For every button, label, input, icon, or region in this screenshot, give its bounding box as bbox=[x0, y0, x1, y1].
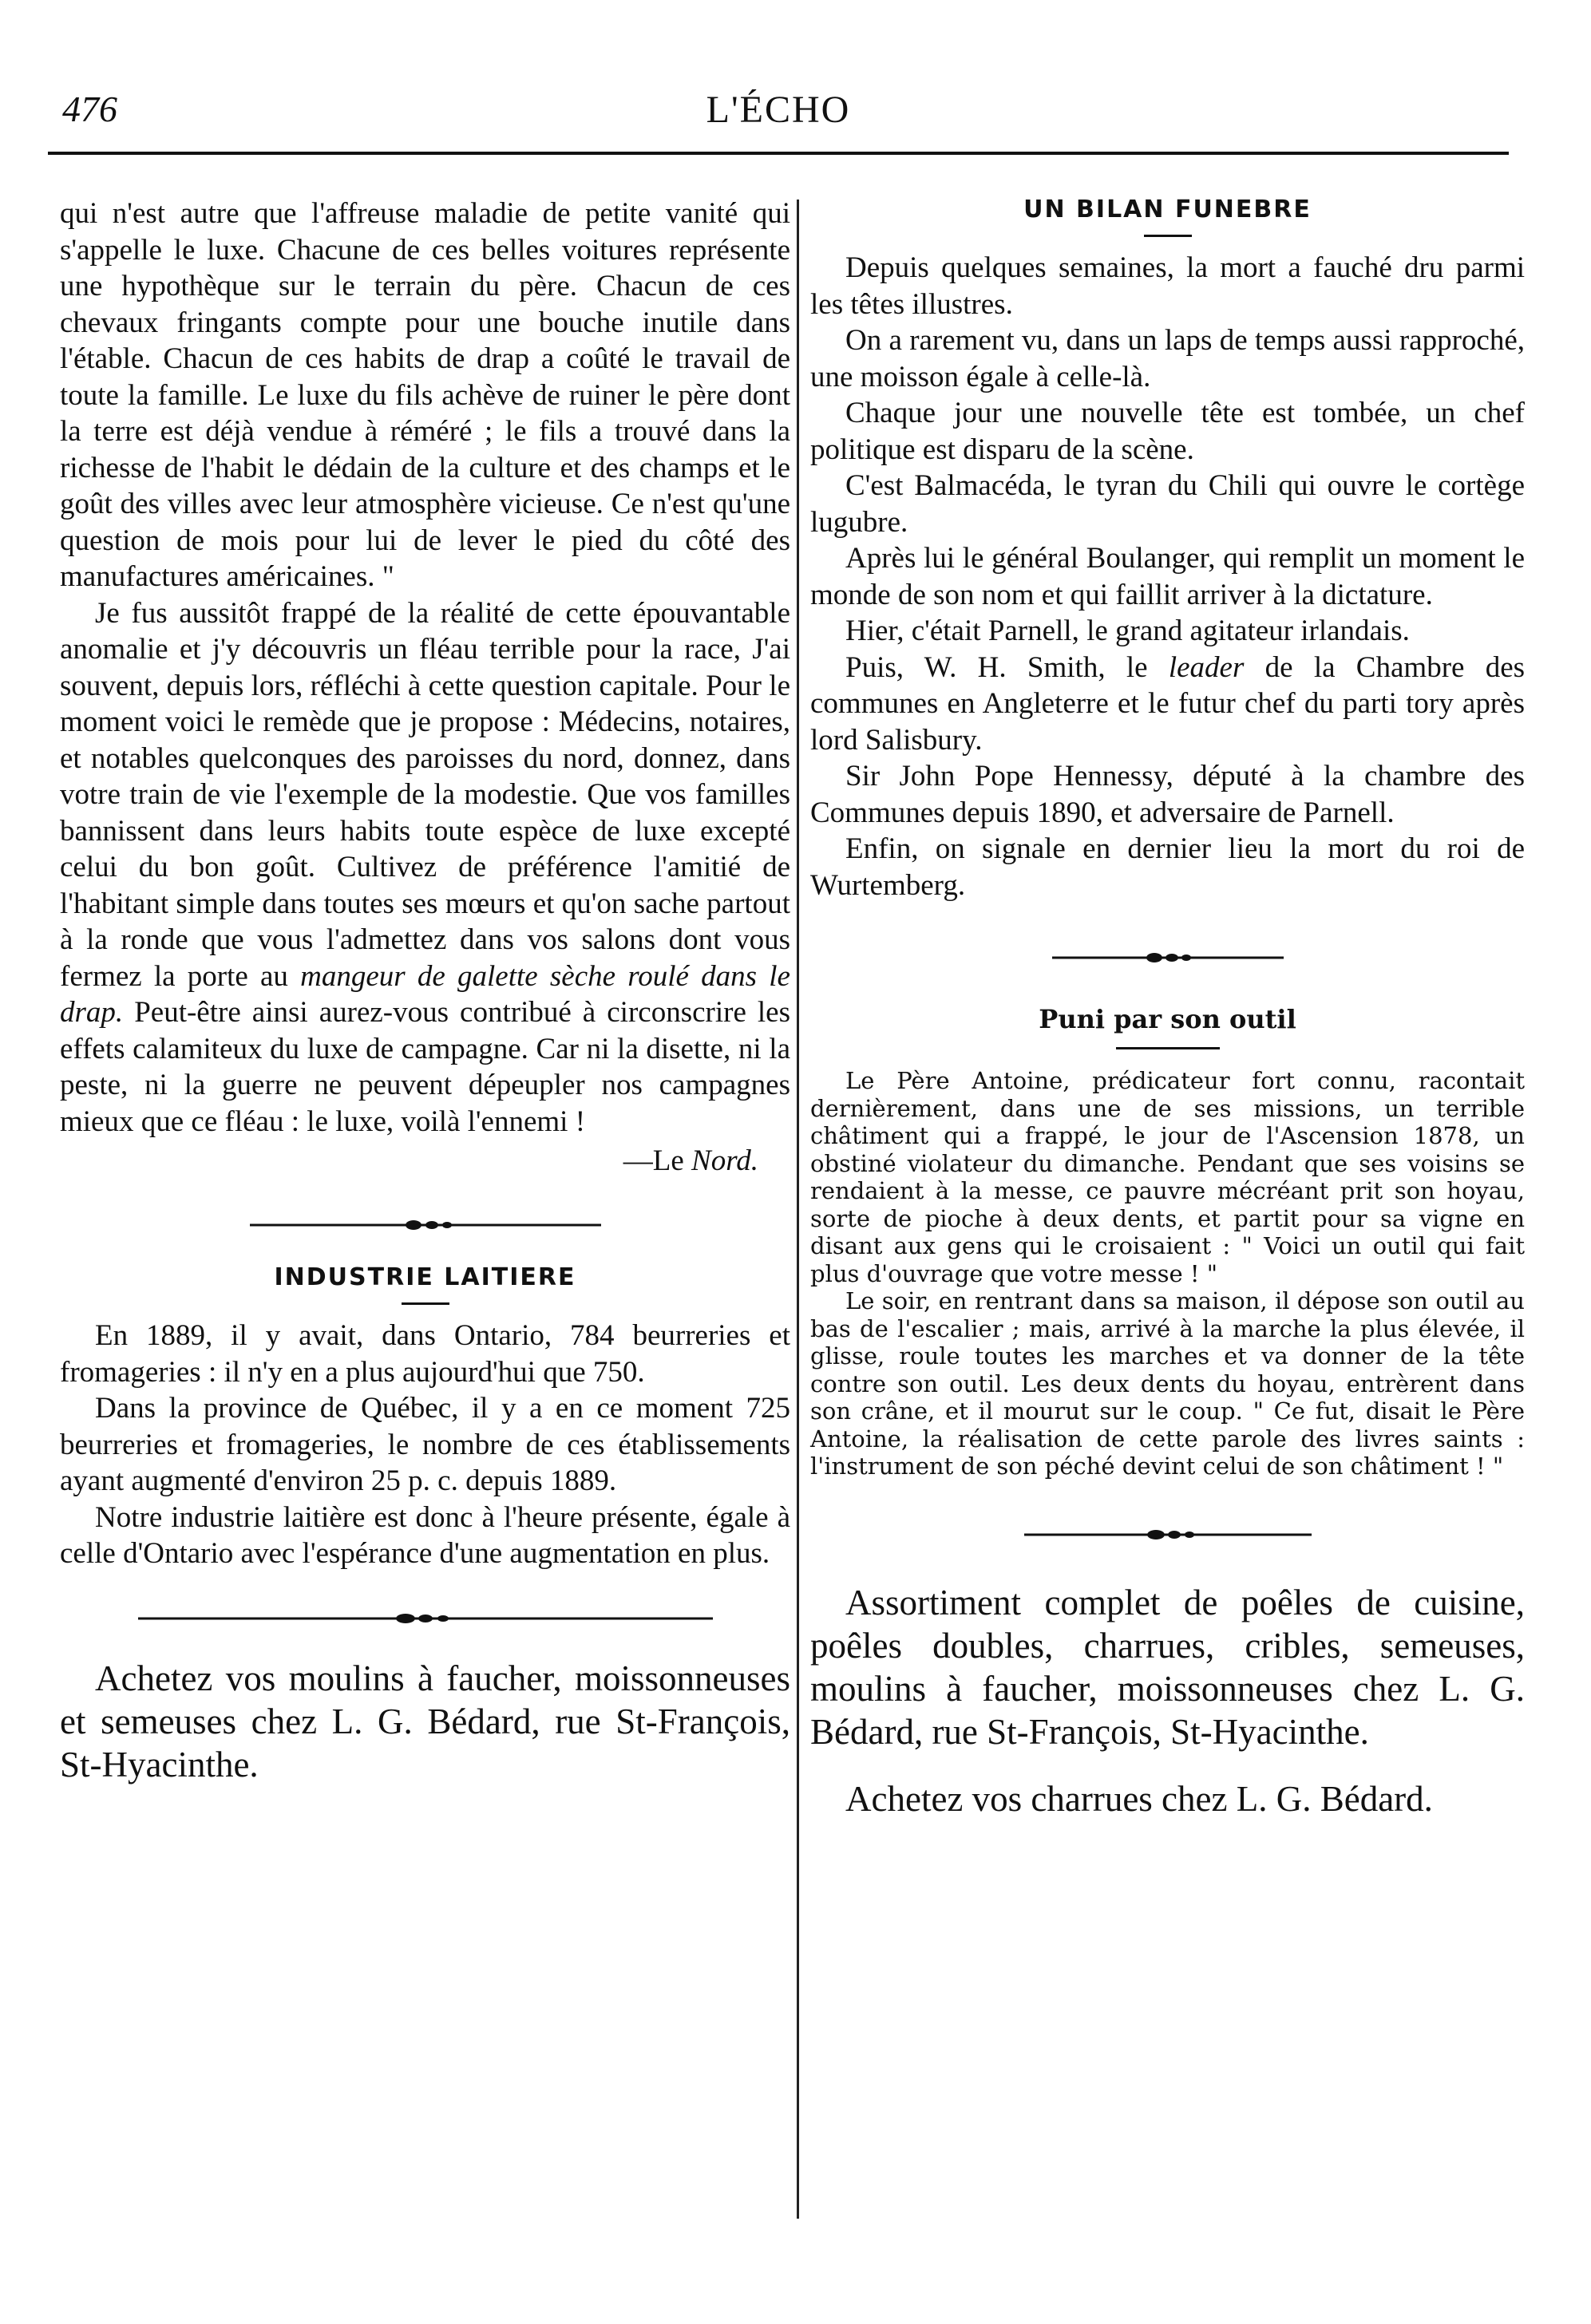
bilan-paragraph: Puis, W. H. Smith, le leader de la Chambre des communes en Angleterre et le futur chef du parti tory après lord Salisbury. bbox=[810, 650, 1526, 757]
industrie-paragraph: Notre industrie laitière est donc à l'heure présente, égale à celle d'Ontario avec l'espérance d'une augmentation en plus. bbox=[60, 1500, 790, 1570]
page-header bbox=[48, 88, 1509, 136]
page-number: 476 bbox=[62, 89, 117, 129]
left-column bbox=[60, 196, 790, 1786]
advertisement: Assortiment complet de poêles de cuisine, poêles doubles, charrues, cribles, semeuses, moulins à faucher, moissonneuses chez L. G. Bédard, rue St-François, St-Hyacinthe. bbox=[810, 1582, 1525, 1752]
ornament-divider bbox=[1024, 1528, 1312, 1541]
title-rule bbox=[1144, 235, 1192, 237]
bilan-paragraph: On a rarement vu, dans un laps de temps aussi rapproché, une moisson égale à celle-là. bbox=[810, 324, 1525, 393]
industrie-paragraph: En 1889, il y avait, dans Ontario, 784 beurreries et fromageries : il n'y en a plus aujourd'hui que 750. bbox=[60, 1319, 790, 1389]
bilan-paragraph: Chaque jour une nouvelle tête est tombée, un chef politique est disparu de la scène. bbox=[810, 397, 1525, 466]
ornament-divider bbox=[250, 1219, 601, 1231]
page-title: L'ÉCHO bbox=[706, 89, 851, 131]
advertisement: Achetez vos moulins à faucher, moissonneuses et semeuses chez L. G. Bédard, rue St-François, St-Hyacinthe. bbox=[60, 1658, 790, 1785]
column-divider bbox=[797, 200, 799, 2219]
article-paragraph bbox=[60, 595, 790, 1140]
article-text: Je fus aussitôt frappé de la réalité de cette épouvantable anomalie et j'y découvris un fléau terrible pour la race, J'ai souvent, depuis lors, réfléchi à cette question capitale. Pour le moment voici le remède que je propose : Médecins, notaires, et notables quelconques des paroisses du nord, donnez, dans votre train de vie l'exemple de la modestie. Que vos familles bannissent dans leurs habits toute espèce de luxe excepté celui du bon goût. Cultivez de préférence l'amitié de l'habitant simple dans toutes ses mœurs et qu'on sache partout à la ronde que vous l'admettez dans vos salons dont vous fermez la porte au bbox=[60, 596, 790, 993]
italic-word: leader bbox=[1168, 650, 1245, 684]
section-title: UN BILAN FUNEBRE bbox=[1023, 196, 1312, 223]
section-title: Puni par son outil bbox=[1039, 1004, 1296, 1034]
puni-paragraph: Le soir, en rentrant dans sa maison, il dépose son outil au bas de l'escalier ; mais, arrivé à la marche la plus élevée, il glisse, roule toutes les marches et va donner de la tête contre son outil. Les deux dents du hoyau, entrèrent dans son crâne, et il mourut sur le coup. " Ce fut, disait le Père Antoine, la réalisation de cette parole des livres saints : l'instrument de son péché devint celui de son châtiment ! " bbox=[810, 1287, 1525, 1480]
bilan-paragraph: Enfin, on signale en dernier lieu la mort du roi de Wurtemberg. bbox=[810, 832, 1525, 902]
article-text: Peut-être ainsi aurez-vous contribué à circonscrire les effets calamiteux du luxe de campagne. Car ni la disette, ni la peste, ni la guerre ne peuvent dépeupler nos campagnes mieux que ce fléau : le luxe, voilà l'ennemi ! bbox=[60, 996, 791, 1138]
bilan-paragraph: Sir John Pope Hennessy, député à la chambre des Communes depuis 1890, et adversaire de Parnell. bbox=[810, 760, 1525, 829]
bilan-paragraph: Après lui le général Boulanger, qui remplit un moment le monde de son nom et qui faillit arriver à la dictature. bbox=[810, 542, 1525, 611]
section-title: INDUSTRIE LAITIERE bbox=[274, 1263, 576, 1291]
right-column bbox=[810, 196, 1525, 1820]
signature-source: Nord. bbox=[691, 1144, 758, 1177]
title-rule bbox=[1116, 1047, 1220, 1049]
article-paragraph: qui n'est autre que l'affreuse maladie de petite vanité qui s'appelle le luxe. Chacune de ces belles voitures représente une hypothèque sur le terrain du père. Chacun de ces chevaux fringants compte pour une bouche inutile dans l'étable. Chacun de ces habits de drap a coûté le travail de toute la famille. Le luxe du fils achève de ruiner le père dont la terre est déjà vendue à réméré ; le fils a trouvé dans la richesse de l'habit le dédain de la culture et des champs et le goût des villes avec leur atmosphère vicieuse. Ce n'est qu'une question de mois pour lui de lever le pied du côté des manufactures américaines. " bbox=[60, 197, 790, 593]
ornament-divider bbox=[138, 1612, 713, 1625]
puni-paragraph: Le Père Antoine, prédicateur fort connu, racontait dernièrement, dans une de ses missions, un terrible châtiment qui a frappé, le jour de l'Ascension 1878, un obstiné violateur du dimanche. Pendant que ses voisins se rendaient à la messe, ce pauvre mécréant prit son hoyau, sorte de pioche à deux dents, et partit pour sa vigne en disant aux gens qui le croisaient : " Voici un outil qui fait plus d'ouvrage que votre messe ! " bbox=[810, 1067, 1525, 1287]
article-signature: —Le Nord. bbox=[623, 1144, 758, 1177]
advertisement: Achetez vos charrues chez L. G. Bédard. bbox=[845, 1778, 1433, 1819]
bilan-paragraph: C'est Balmacéda, le tyran du Chili qui ouvre le cortège lugubre. bbox=[810, 469, 1525, 539]
title-rule bbox=[402, 1302, 449, 1305]
ornament-divider bbox=[1052, 951, 1284, 964]
industrie-paragraph: Dans la province de Québec, il y a en ce moment 725 beurreries et fromageries, le nombre de ces établissements ayant augmenté d'environ 25 p. c. depuis 1889. bbox=[60, 1392, 790, 1497]
article-italic-phrase: mangeur de galette sèche roulé dans le drap. bbox=[60, 959, 790, 1029]
bilan-paragraph: Depuis quelques semaines, la mort a fauché dru parmi les têtes illustres. bbox=[810, 251, 1525, 321]
bilan-paragraph: Hier, c'était Parnell, le grand agitateur irlandais. bbox=[845, 615, 1410, 647]
header-rule bbox=[48, 152, 1509, 155]
